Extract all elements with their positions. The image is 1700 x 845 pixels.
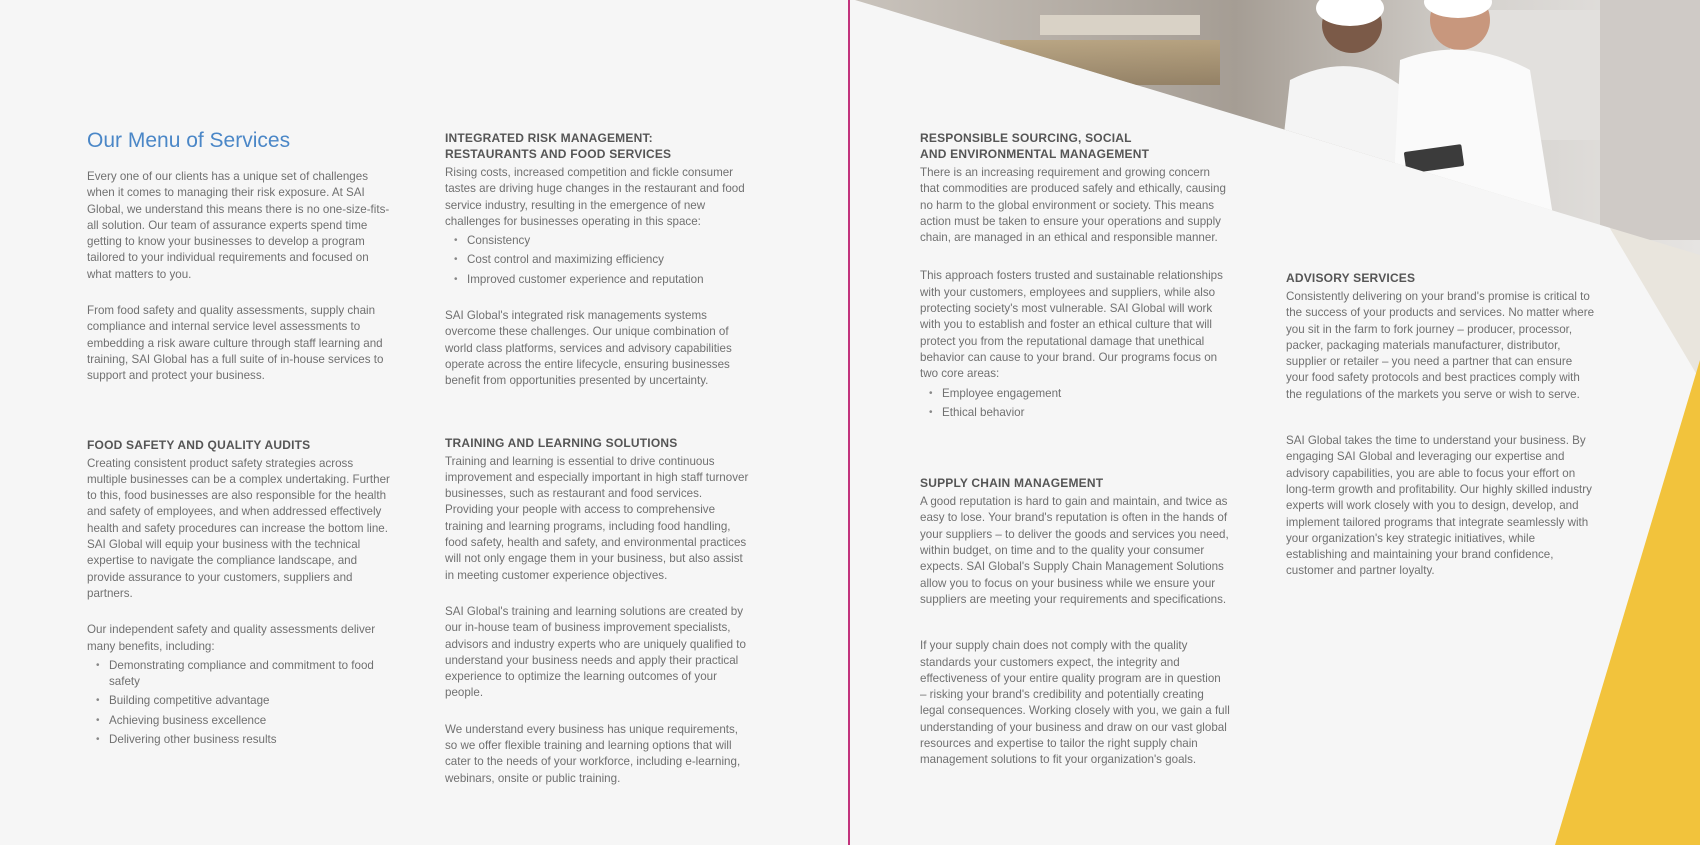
list-item: • Cost control and maximizing efficiency <box>445 252 753 268</box>
integrated-risk-heading-line-2: RESTAURANTS AND FOOD SERVICES <box>445 147 672 161</box>
supply-chain-paragraph-2: If your supply chain does not comply with the quality standards your customers expect, the integrity and effectiveness of your entire quality program are in question – risking your brand's credibility and potentially creating legal consequences. Working closely with you, we gain a full understanding of your business and draw on our vast global resources and expertise to tailor the right supply chain management solutions to fit your organization's goals. <box>920 639 1230 767</box>
sourcing-heading <box>920 130 1230 162</box>
list-item: • Demonstrating compliance and commitment to food safety <box>87 658 395 691</box>
sourcing-core-areas-list <box>920 386 1230 422</box>
page-fold-divider <box>848 0 850 845</box>
integrated-risk-heading-line-1: INTEGRATED RISK MANAGEMENT: <box>445 131 653 145</box>
training-heading: TRAINING AND LEARNING SOLUTIONS <box>445 435 678 450</box>
sourcing-paragraph-2: This approach fosters trusted and sustainable relationships with your customers, employees and suppliers, while also protecting society's most vulnerable. SAI Global will work with you to establish and foster an ethical culture that will protect you from the reputational damage that unethical behavior can cause to your brand. Our programs focus on two core areas: <box>920 269 1223 381</box>
integrated-risk-paragraph-2: SAI Global's integrated risk managements systems overcome these challenges. Our unique combination of world class platforms, services and advisory capabilities operate across the entire lifecycle, ensuring businesses benefit from opportunities presented by uncertainty. <box>445 309 732 388</box>
intro-paragraph-2: From food safety and quality assessments, supply chain compliance and internal service level assessments to embedding a risk aware culture through staff learning and training, SAI Global has a full suite of in-house services to support and protect your business. <box>87 304 384 383</box>
supply-chain-heading: SUPPLY CHAIN MANAGEMENT <box>920 476 1104 491</box>
advisory-paragraph-2: SAI Global takes the time to understand your business. By engaging SAI Global and leveraging our expertise and advisory capabilities, you are able to focus your effort on long-term growth and profitability. Our highly skilled industry experts will work closely with you to design, develop, and implement tailored programs that integrate seamlessly with your organization's key strategic initiatives, while establishing and maintaining your brand confidence, customer and partner loyalty. <box>1286 434 1592 578</box>
list-item: • Delivering other business results <box>87 732 395 748</box>
list-item: • Achieving business excellence <box>87 713 395 729</box>
column-risk-training <box>445 130 753 807</box>
list-item: • Ethical behavior <box>920 405 1230 421</box>
integrated-risk-heading <box>445 130 753 162</box>
sourcing-paragraph-1: There is an increasing requirement and growing concern that commodities are produced safely and ethically, causing no harm to the global environment or society. This means action must be taken to ensure your operations and supply chain, are managed in an ethical and responsible manner. <box>920 166 1226 245</box>
intro-paragraph-1: Every one of our clients has a unique set of challenges when it comes to managing their risk exposure. At SAI Global, we understand this means there is no one-size-fits-all solution. Our team of assurance experts spend time getting to know your businesses to develop a program tailored to your individual requirements and focused on what matters to you. <box>87 170 390 281</box>
list-item: • Consistency <box>445 233 753 249</box>
training-paragraph-2: SAI Global's training and learning solutions are created by our in-house team of business improvement specialists, advisors and industry experts who are uniquely qualified to understand your business needs and apply their practical experience to optimize the learning outcomes of your people. <box>445 604 746 700</box>
column-sourcing-supply <box>920 130 1230 789</box>
food-safety-heading: FOOD SAFETY AND QUALITY AUDITS <box>87 437 311 452</box>
sourcing-heading-line-2: AND ENVIRONMENTAL MANAGEMENT <box>920 147 1150 161</box>
training-paragraph-1: Training and learning is essential to drive continuous improvement and especially important in high staff turnover businesses, such as restaurant and food services. Providing your people with access to comprehensive training and learning programs, including food handling, food safety, health and safety, and environmental practices will not only engage them in your business, but also assist in meeting customer experience objectives. <box>445 454 749 582</box>
sourcing-heading-line-1: RESPONSIBLE SOURCING, SOCIAL <box>920 131 1132 145</box>
column-advisory <box>1286 270 1596 600</box>
column-intro <box>87 128 395 768</box>
integrated-risk-paragraph-1: Rising costs, increased competition and fickle consumer tastes are driving huge changes in the restaurant and food service industry, resulting in the emergence of new challenges for businesses operating in this space: <box>445 166 745 228</box>
advisory-paragraph-1: Consistently delivering on your brand's promise is critical to the success of your products and services. No matter where you sit in the farm to fork journey – producer, processor, packer, packaging materials manufacturer, distributor, supplier or retailer – you need a partner that can ensure your food safety protocols and best practices comply with the regulations of the markets you serve or wish to serve. <box>1286 290 1595 401</box>
food-safety-benefits-list <box>87 658 395 748</box>
advisory-heading: ADVISORY SERVICES <box>1286 271 1416 285</box>
food-safety-paragraph-1: Creating consistent product safety strategies across multiple businesses can be a complex undertaking. Further to this, food businesses are also responsible for the health and safety of employees, and when addressed effectively health and safety procedures can increase the bottom line. SAI Global will equip your business with the technical expertise to navigate the compliance landscape, and provide assurance to your customers, suppliers and partners. <box>87 456 390 600</box>
list-item: • Improved customer experience and reputation <box>445 272 753 288</box>
list-item: • Employee engagement <box>920 386 1230 402</box>
page-title: Our Menu of Services <box>87 129 291 152</box>
supply-chain-paragraph-1: A good reputation is hard to gain and maintain, and twice as easy to lose. Your brand's reputation is often in the hands of your suppliers – to deliver the goods and services you need, within budget, on time and to the quality your consumer expects. SAI Global's Supply Chain Management Solutions allow you to focus on your business while we ensure your suppliers are meeting your requirements and specifications. <box>920 495 1229 606</box>
list-item: • Building competitive advantage <box>87 693 395 709</box>
food-safety-paragraph-2: Our independent safety and quality assessments deliver many benefits, including: <box>87 623 376 653</box>
integrated-risk-challenges-list <box>445 233 753 288</box>
training-paragraph-3: We understand every business has unique requirements, so we offer flexible training and learning options that will cater to the needs of your workforce, including e-learning, webinars, onsite or public training. <box>445 722 741 785</box>
